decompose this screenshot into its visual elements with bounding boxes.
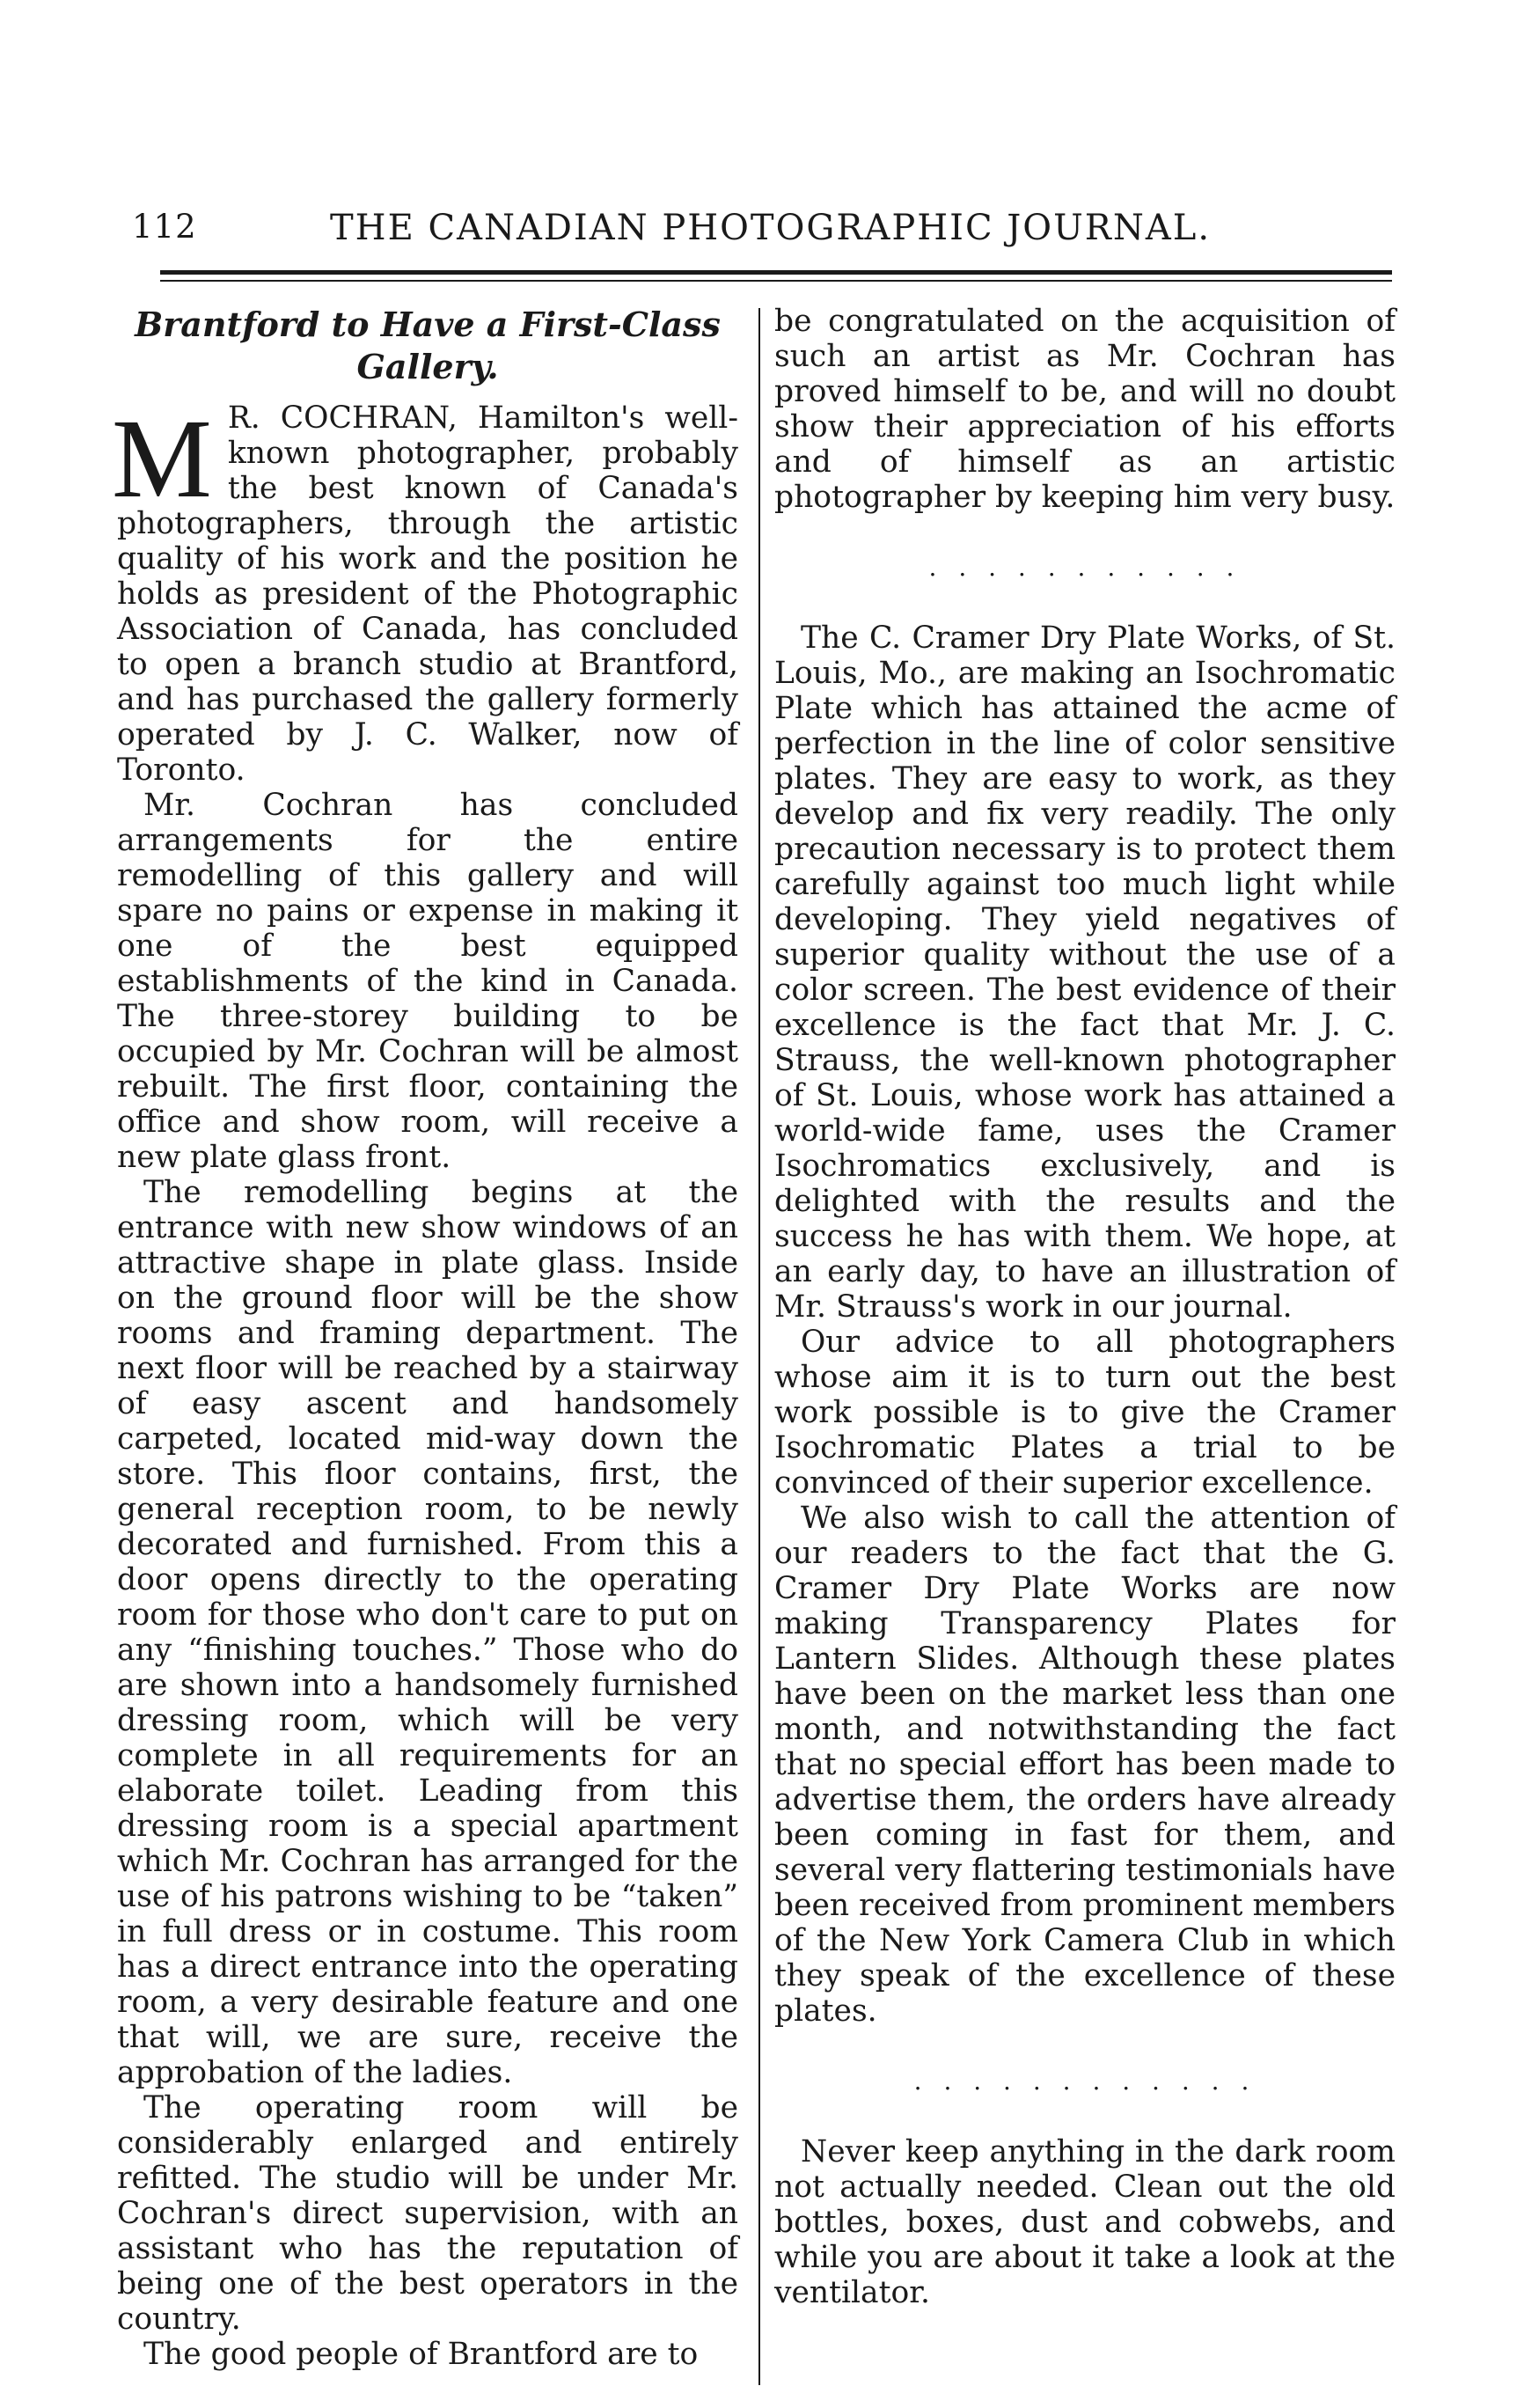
article-paragraph-4: The operating room will be considerably enlarged and entirely refitted. The studio will be under Mr. Cochran's direct supervision, with an assistant who has the reputation of being one of the best operators in the country. xyxy=(117,2090,738,2337)
article-paragraph-3: The remodelling begins at the entrance with new show windows of an attractive shape in plate glass. Inside on the ground floor will be the show rooms and framing department. The next floor will be reached by a stairway of easy ascent and handsomely carpeted, located mid-way down the store. This floor contains, first, the general reception room, to be newly decorated and furnished. From this a door opens directly to the operating room for those who don't care to put on any “finishing touches.” Those who do are shown into a handsomely furnished dressing room, which will be very complete in all requirements for an elaborate toilet. Leading from this dressing room is a special apartment which Mr. Cochran has arranged for the use of his patrons wishing to be “taken” in full dress or in costume. This room has a direct entrance into the operating room, a very desirable feature and one that will, we are sure, receive the approbation of the ladies. xyxy=(117,1175,738,2090)
article-paragraph-5: The good people of Brantford are to xyxy=(143,2337,699,2372)
article-title: Brantford to Have a First-Class Gallery. xyxy=(135,305,721,386)
article-lead-paragraph xyxy=(112,396,738,788)
lead-text: R. COCHRAN, Hamilton's well-known photographer, probably the best known of Canada's photographers, through the artistic quality of his work and the position he holds as president of the Photographic Association of Canada, has concluded to open a branch studio at Brantford, and has purchased the gallery formerly operated by J. C. Walker, now of Toronto. xyxy=(117,400,738,788)
article-paragraph-5-continued: be congratulated on the acquisition of such an artist as Mr. Cochran has proved himself to be, and will no doubt show their appreciation of his efforts and of himself as an artistic photographer by keeping him very busy. xyxy=(774,304,1396,515)
section-separator: . . . . . . . . . . . xyxy=(928,553,1242,582)
darkroom-paragraph: Never keep anything in the dark room not actually needed. Clean out the old bottles, boxes, dust and cobwebs, and while you are about it take a look at the ventilator. xyxy=(774,2134,1396,2310)
cramer-paragraph-2: Our advice to all photographers whose aim it is to turn out the best work possible is to give the Cramer Isochromatic Plates a trial to be convinced of their superior excellence. xyxy=(774,1325,1396,1501)
column-divider xyxy=(758,308,760,2385)
header-rule-thick xyxy=(160,270,1392,275)
section-separator: . . . . . . . . . . . . xyxy=(913,2067,1257,2096)
header-rule-thin xyxy=(160,280,1392,282)
cramer-paragraph-3: We also wish to call the attention of our readers to the fact that the G. Cramer Dry Plate Works are now making Transparency Plates for Lantern Slides. Although these plates have been on the market less than one month, and notwithstanding the fact that no special effort has been made to advertise them, the orders have already been coming in fast for them, and several very flattering testimonials have been received from prominent members of the New York Camera Club in which they speak of the excellence of these plates. xyxy=(774,1501,1396,2029)
journal-title: THE CANADIAN PHOTOGRAPHIC JOURNAL. xyxy=(330,208,1212,248)
right-column xyxy=(774,304,1396,2310)
drop-cap: M xyxy=(112,396,212,521)
cramer-paragraph-1: The C. Cramer Dry Plate Works, of St. Louis, Mo., are making an Isochromatic Plate which has attained the acme of perfection in the line of color sensitive plates. They are easy to work, as they develop and fix very readily. The only precaution necessary is to protect them carefully against too much light while developing. They yield negatives of superior quality without the use of a color screen. The best evidence of their excellence is the fact that Mr. J. C. Strauss, the well-known photographer of St. Louis, whose work has attained a world-wide fame, uses the Cramer Isochromatics exclusively, and is delighted with the results and the success he has with them. We hope, at an early day, to have an illustration of Mr. Strauss's work in our journal. xyxy=(774,620,1396,1325)
article-paragraph-2: Mr. Cochran has concluded arrangements for the entire remodelling of this gallery and will spare no pains or expense in making it one of the best equipped establishments of the kind in Canada. The three-storey building to be occupied by Mr. Cochran will be almost rebuilt. The first floor, containing the office and show room, will receive a new plate glass front. xyxy=(117,788,738,1175)
page-number: 112 xyxy=(132,208,197,246)
left-column xyxy=(112,304,738,2372)
page-header xyxy=(132,208,1399,261)
